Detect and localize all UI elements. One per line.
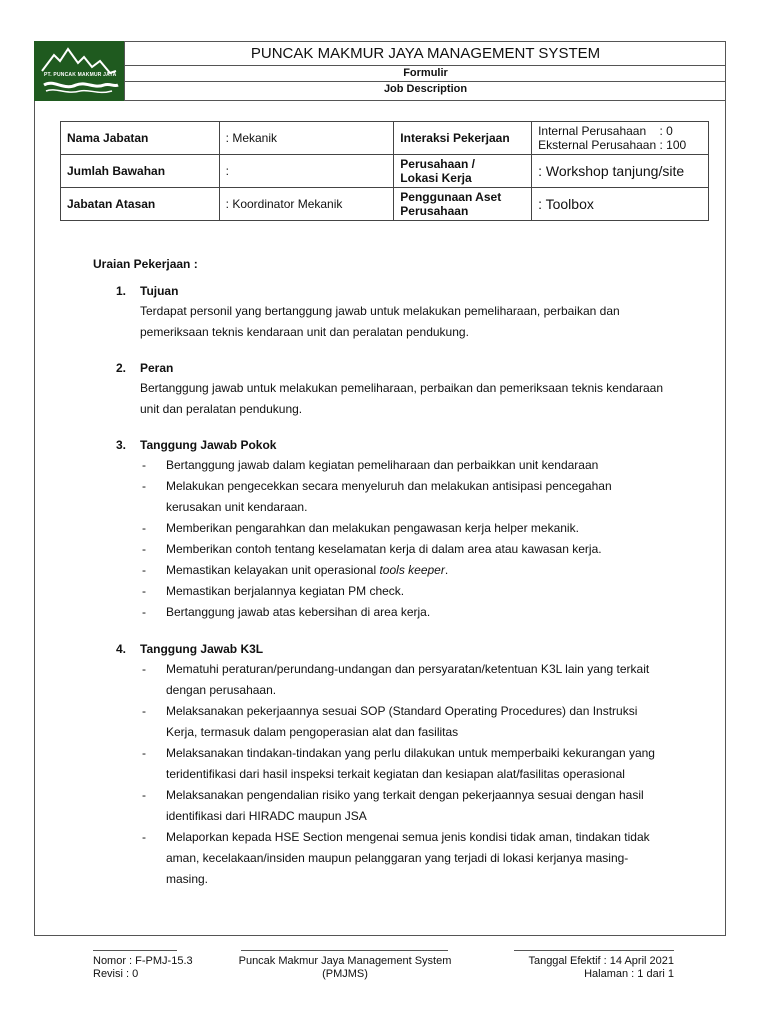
label-jumlah-bawahan: Jumlah Bawahan: [61, 155, 220, 188]
footer-nomor: Nomor : F-PMJ-15.3: [93, 955, 193, 967]
list-item-italic: tools keeper: [379, 563, 445, 577]
dash-bullet: -: [142, 662, 146, 676]
dash-bullet: -: [142, 704, 146, 718]
section-title: Tanggung Jawab K3L: [140, 642, 264, 656]
list-item: [140, 560, 685, 581]
document-header: [34, 41, 726, 101]
footer-rule: [241, 950, 448, 951]
tanggung-jawab-k3l-list: [140, 659, 660, 890]
dash-bullet: -: [142, 542, 146, 556]
tanggung-jawab-pokok-list: [140, 455, 685, 623]
list-item: [140, 602, 685, 623]
footer-left: [93, 955, 193, 981]
dash-bullet: -: [142, 563, 146, 577]
section-heading-peran: [116, 361, 173, 375]
footer-center: [220, 955, 470, 981]
list-item-end: .: [444, 563, 449, 577]
section-title: Peran: [140, 361, 174, 375]
section-heading-tanggung-jawab-pokok: [116, 438, 276, 452]
document-title: Job Description: [125, 82, 726, 101]
table-row: [61, 155, 709, 188]
list-item: [140, 455, 685, 476]
section-number: 3.: [116, 438, 127, 452]
label-interaksi-pekerjaan: Interaksi Pekerjaan: [394, 122, 532, 155]
label-nama-jabatan: Nama Jabatan: [61, 122, 220, 155]
list-item-text: Memastikan berjalannya kegiatan PM check.: [166, 584, 405, 598]
label-lokasi-line2: Lokasi Kerja: [400, 171, 472, 185]
uraian-heading: Uraian Pekerjaan :: [93, 257, 198, 271]
list-item: [140, 701, 660, 743]
list-item-text: Memberikan pengarahkan dan melakukan pengawasan kerja helper mekanik.: [166, 521, 579, 535]
job-info-table: [60, 121, 709, 221]
logo-text: PT. PUNCAK MAKMUR JAYA: [44, 72, 117, 78]
list-item-text: Memberikan contoh tentang keselamatan kerja di dalam area atau kawasan kerja.: [166, 542, 602, 556]
footer-revisi: Revisi : 0: [93, 968, 139, 980]
form-type: Formulir: [125, 66, 726, 82]
section-number: 1.: [116, 284, 127, 298]
dash-bullet: -: [142, 584, 146, 598]
label-lokasi-line1: Perusahaan /: [400, 157, 475, 171]
dash-bullet: -: [142, 458, 146, 472]
company-logo: [34, 41, 125, 101]
label-lokasi-kerja: [394, 155, 532, 188]
footer-system-name: Puncak Makmur Jaya Management System: [238, 955, 452, 967]
footer-rule: [514, 950, 674, 951]
section-title: Tujuan: [140, 284, 179, 298]
section-text-peran: Bertanggung jawab untuk melakukan pemeliharaan, perbaikan dan pemeriksaan teknis kendaraan unit dan peralatan pendukung.: [140, 381, 664, 416]
label-aset-line2: Perusahaan: [400, 204, 469, 218]
dash-bullet: -: [142, 605, 146, 619]
list-item-text: Melaksanakan pengendalian risiko yang terkait dengan pekerjaannya sesuai dengan hasil identifikasi dari HIRADC maupun JSA: [166, 788, 644, 823]
section-number: 2.: [116, 361, 127, 375]
section-heading-tujuan: [116, 284, 178, 298]
mountain-logo-icon: [40, 45, 120, 97]
dash-bullet: -: [142, 746, 146, 760]
section-heading-tanggung-jawab-k3l: [116, 642, 263, 656]
dash-bullet: -: [142, 788, 146, 802]
dash-bullet: -: [142, 830, 146, 844]
list-item: [140, 743, 660, 785]
list-item-text: Melaksanakan tindakan-tindakan yang perlu dilakukan untuk memperbaiki kekurangan yang teridentifikasi dari hasil inspeksi terkait kegiatan dan kesiapan alat/fasilitas operasional: [166, 746, 655, 781]
list-item-text: Melaporkan kepada HSE Section mengenai semua jenis kondisi tidak aman, tindakan tidak aman, kecelakaan/insiden maupun pelanggaran yang terjadi di lokasi kerjanya masing-masing.: [166, 830, 650, 886]
section-title: Tanggung Jawab Pokok: [140, 438, 277, 452]
value-interaksi-pekerjaan: [532, 122, 709, 155]
list-item: [140, 827, 660, 890]
list-item: [140, 785, 660, 827]
footer-system-abbr: (PMJMS): [322, 968, 368, 980]
footer-halaman: Halaman : 1 dari 1: [584, 968, 674, 980]
eksternal-value: Eksternal Perusahaan : 100: [538, 138, 687, 152]
system-title: PUNCAK MAKMUR JAYA MANAGEMENT SYSTEM: [125, 41, 726, 66]
table-row: [61, 188, 709, 221]
dash-bullet: -: [142, 479, 146, 493]
section-text-tujuan: Terdapat personil yang bertanggung jawab untuk melakukan pemeliharaan, perbaikan dan pemeriksaan teknis kendaraan unit dan peralatan pendukung.: [140, 304, 620, 339]
list-item-text: Bertanggung jawab dalam kegiatan pemeliharaan dan perbaikkan unit kendaraan: [166, 458, 599, 472]
list-item-text: Melakukan pengecekkan secara menyeluruh dan melakukan antisipasi pencegahan kerusakan unit kendaraan.: [166, 479, 612, 514]
table-row: [61, 122, 709, 155]
footer-tanggal-efektif: Tanggal Efektif : 14 April 2021: [528, 955, 674, 967]
list-item-text: Mematuhi peraturan/perundang-undangan dan persyaratan/ketentuan K3L lain yang terkait dengan perusahaan.: [166, 662, 650, 697]
internal-value: Internal Perusahaan : 0: [538, 124, 673, 138]
dash-bullet: -: [142, 521, 146, 535]
value-jumlah-bawahan: :: [219, 155, 394, 188]
list-item: [140, 659, 660, 701]
list-item: [140, 581, 685, 602]
list-item-text: Bertanggung jawab atas kebersihan di area kerja.: [166, 605, 431, 619]
list-item: [140, 476, 685, 518]
footer-rule: [93, 950, 177, 951]
list-item: [140, 539, 685, 560]
list-item-text: Melaksanakan pekerjaannya sesuai SOP (Standard Operating Procedures) dan Instruksi Kerja, termasuk dalam pengoperasian alat dan fasilitas: [166, 704, 638, 739]
value-nama-jabatan: : Mekanik: [219, 122, 394, 155]
section-number: 4.: [116, 642, 127, 656]
label-aset-line1: Penggunaan Aset: [400, 190, 502, 204]
list-item: [140, 518, 685, 539]
footer-right: [494, 955, 674, 981]
label-jabatan-atasan: Jabatan Atasan: [61, 188, 220, 221]
value-penggunaan-aset: : Toolbox: [532, 188, 709, 221]
value-jabatan-atasan: : Koordinator Mekanik: [219, 188, 394, 221]
label-penggunaan-aset: [394, 188, 532, 221]
list-item-text: Memastikan kelayakan unit operasional: [166, 563, 377, 577]
value-lokasi-kerja: : Workshop tanjung/site: [532, 155, 709, 188]
